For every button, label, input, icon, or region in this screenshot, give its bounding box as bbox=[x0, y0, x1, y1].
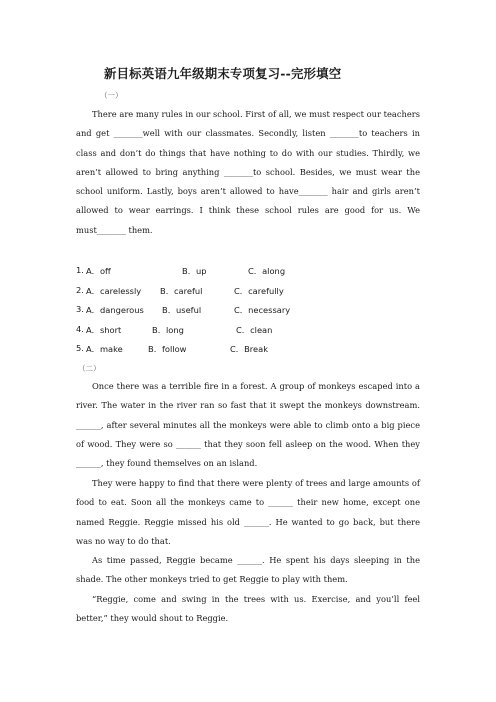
option-c: C．necessary bbox=[234, 305, 291, 315]
option-c: C．carefully bbox=[234, 285, 284, 296]
option-b: B．up bbox=[182, 266, 207, 276]
option-a: A．off bbox=[86, 266, 111, 276]
option-a: A．short bbox=[86, 324, 122, 335]
option-a: A．dangerous bbox=[86, 305, 144, 315]
option-c: C．along bbox=[248, 266, 286, 276]
question-number: 3. bbox=[76, 304, 84, 314]
question-row-4 bbox=[76, 321, 416, 341]
question-row-1 bbox=[76, 262, 416, 282]
passage-2-paragraph-4: “Reggie, come and swing in the trees with us. Exercise, and you’ll feel better,” they would shout to Reggie. bbox=[76, 594, 420, 624]
passage-1: There are many rules in our school. First of all, we must respect our teachers and get _______well with our classmates. Secondly, listen _______to teachers in class and don’t do things that have nothing to do with our studies. Thirdly, we aren’t allowed to bring anything _______to school. Besides, we must wear the school uniform. Lastly, boys aren’t allowed to have_______ hair and girls aren’t allowed to wear earrings. I think these school rules are good for us. We must_______ them. bbox=[76, 109, 420, 235]
passage-2-paragraph-2: They were happy to find that there were plenty of trees and large amounts of food to eat. Soon all the monkeys came to ______ their new home, except one named Reggie. Reggie missed his old ______. He wanted to go back, but there was no way to do that. bbox=[76, 478, 420, 546]
question-row-2 bbox=[76, 282, 416, 302]
question-row-3 bbox=[76, 301, 416, 321]
option-a: A．carelessly bbox=[86, 285, 142, 296]
question-number: 4. bbox=[76, 323, 84, 334]
question-row-5 bbox=[76, 340, 416, 360]
option-b: B．long bbox=[152, 324, 184, 335]
option-b: B．follow bbox=[148, 344, 187, 354]
option-b: B．useful bbox=[162, 305, 202, 315]
question-number: 1. bbox=[76, 265, 84, 275]
section-mark-1: （一） bbox=[100, 91, 123, 100]
passage-2-paragraph-3: As time passed, Reggie became ______. He spent his days sleeping in the shade. The other monkeys tried to get Reggie to play with them. bbox=[76, 555, 420, 585]
passage-2-paragraph-1: Once there was a terrible fire in a forest. A group of monkeys escaped into a river. The water in the river ran so fast that it swept the monkeys downstream. ______, after several minutes all the monkeys were able to climb onto a big piece of wood. They were so ______ that they soon fell asleep on the wood. When they ______, they found themselves on an island. bbox=[76, 381, 420, 469]
option-c: C．Break bbox=[230, 344, 269, 354]
question-number: 2. bbox=[76, 284, 84, 295]
option-c: C．clean bbox=[236, 324, 273, 335]
question-number: 5. bbox=[76, 343, 84, 353]
question-options bbox=[76, 262, 416, 360]
section-mark-2: （二） bbox=[78, 364, 101, 373]
option-a: A．make bbox=[86, 344, 123, 354]
document-title: 新目标英语九年级期末专项复习--完形填空 bbox=[104, 66, 342, 81]
option-b: B．careful bbox=[160, 285, 203, 296]
